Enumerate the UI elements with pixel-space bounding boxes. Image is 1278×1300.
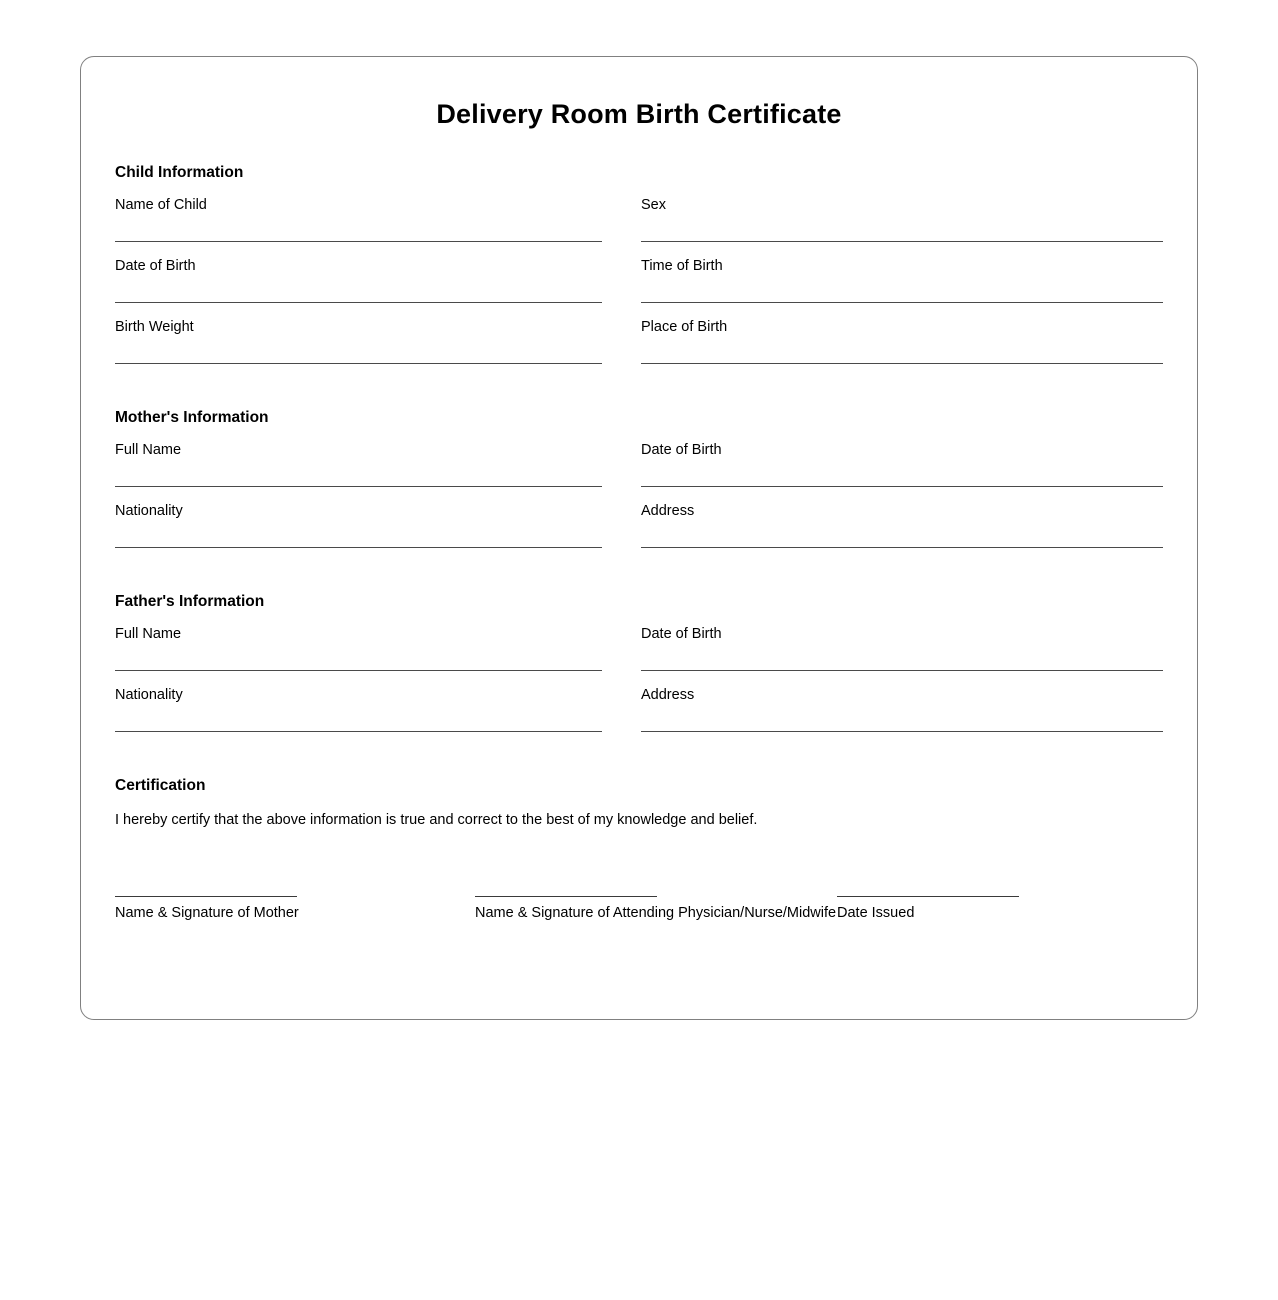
field-mother-full-name[interactable] [115, 441, 639, 487]
field-father-nationality[interactable] [115, 686, 639, 732]
field-label: Address [641, 503, 695, 519]
field-place-of-birth[interactable] [639, 318, 1163, 364]
field-input-line[interactable] [641, 302, 1163, 303]
signature-block-mother[interactable] [115, 896, 475, 923]
field-input-line[interactable] [115, 731, 602, 732]
field-child-date-of-birth[interactable] [115, 257, 639, 303]
field-input-line[interactable] [115, 241, 602, 242]
field-input-line[interactable] [115, 486, 602, 487]
field-mother-date-of-birth[interactable] [639, 441, 1163, 487]
field-label: Address [641, 687, 695, 703]
field-name-of-child[interactable] [115, 196, 639, 242]
field-time-of-birth[interactable] [639, 257, 1163, 303]
field-input-line[interactable] [115, 302, 602, 303]
field-label: Date of Birth [641, 626, 722, 642]
signature-block-date-issued[interactable] [837, 896, 1137, 923]
field-label: Nationality [115, 687, 183, 703]
section-heading-mother: Mother's Information [115, 409, 269, 426]
field-input-line[interactable] [641, 547, 1163, 548]
section-fields-mother [115, 441, 1163, 563]
signature-line[interactable] [837, 896, 1019, 897]
birth-certificate-card [80, 56, 1198, 1020]
field-mother-address[interactable] [639, 502, 1163, 548]
field-label: Name of Child [115, 197, 207, 213]
signature-caption: Name & Signature of Attending Physician/Nurse/Midwife [475, 905, 837, 921]
section-fields-child [115, 196, 1163, 379]
field-input-line[interactable] [641, 241, 1163, 242]
field-input-line[interactable] [115, 547, 602, 548]
field-label: Full Name [115, 442, 182, 458]
signature-line[interactable] [115, 896, 297, 897]
section-heading-certification: Certification [115, 777, 206, 794]
page-title: Delivery Room Birth Certificate [436, 99, 842, 129]
field-input-line[interactable] [115, 670, 602, 671]
field-label: Time of Birth [641, 258, 723, 274]
field-label: Nationality [115, 503, 183, 519]
section-fields-father [115, 625, 1163, 747]
signature-row [115, 896, 1163, 923]
field-input-line[interactable] [641, 363, 1163, 364]
signature-block-attending[interactable] [475, 896, 837, 923]
field-input-line[interactable] [641, 486, 1163, 487]
field-father-address[interactable] [639, 686, 1163, 732]
field-label: Date of Birth [641, 442, 722, 458]
field-father-date-of-birth[interactable] [639, 625, 1163, 671]
field-label: Place of Birth [641, 319, 728, 335]
field-label: Birth Weight [115, 319, 194, 335]
signature-caption: Date Issued [837, 905, 915, 921]
field-mother-nationality[interactable] [115, 502, 639, 548]
section-heading-father: Father's Information [115, 593, 265, 610]
field-input-line[interactable] [641, 731, 1163, 732]
field-sex[interactable] [639, 196, 1163, 242]
signature-line[interactable] [475, 896, 657, 897]
field-label: Full Name [115, 626, 182, 642]
section-heading-child: Child Information [115, 164, 244, 181]
certification-statement: I hereby certify that the above information is true and correct to the best of my knowledge and belief. [115, 812, 758, 828]
field-label: Sex [641, 197, 666, 213]
signature-caption: Name & Signature of Mother [115, 905, 299, 921]
field-input-line[interactable] [641, 670, 1163, 671]
field-father-full-name[interactable] [115, 625, 639, 671]
field-label: Date of Birth [115, 258, 196, 274]
field-input-line[interactable] [115, 363, 602, 364]
field-birth-weight[interactable] [115, 318, 639, 364]
